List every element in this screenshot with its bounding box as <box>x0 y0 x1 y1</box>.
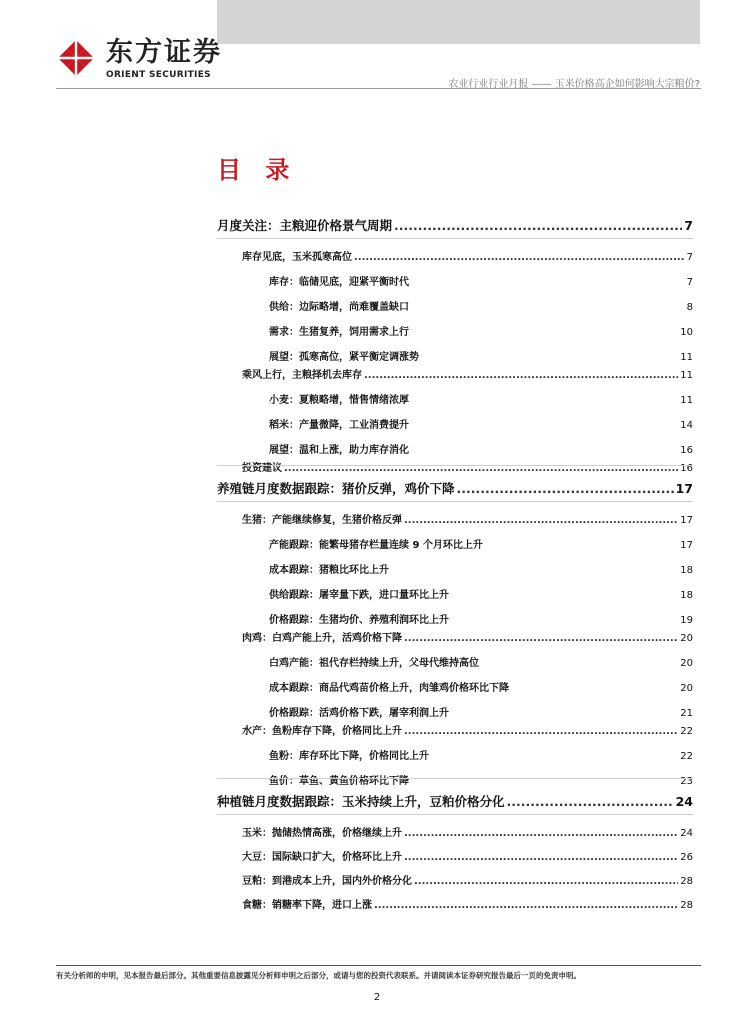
toc-entry-level-2[interactable] <box>242 629 693 644</box>
toc-leader-dots <box>354 252 685 263</box>
toc-entry-page: 24 <box>675 794 693 809</box>
toc-entry-level-1[interactable] <box>217 792 693 810</box>
toc-entry-text: 小麦：夏粮略增，惜售情绪浓厚 <box>269 395 409 406</box>
toc-entry-text: 价格跟踪：生猪均价、养殖利润环比上升 <box>269 615 449 626</box>
toc-entry-level-3[interactable] <box>269 348 693 363</box>
toc-leader-dots <box>404 828 678 839</box>
toc-leader-dots <box>364 370 678 381</box>
toc-entry-level-3[interactable] <box>269 561 693 576</box>
toc-heading-underline <box>217 501 693 502</box>
toc-entry-text: 生猪：产能继续修复，生猪价格反弹 <box>242 515 402 526</box>
toc-entry-page: 17 <box>680 540 693 551</box>
toc-entry-page: 19 <box>680 615 693 626</box>
toc-entry-level-1[interactable] <box>217 479 693 497</box>
toc-entry-text: 乘风上行，主粮择机去库存 <box>242 370 362 381</box>
toc-leader-dots <box>404 726 678 737</box>
toc-entry-text: 鱼粉：库存环比下降，价格同比上升 <box>269 751 429 762</box>
toc-entry-text: 产能跟踪：能繁母猪存栏量连续 9 个月环比上升 <box>269 540 483 551</box>
header-divider <box>56 88 701 89</box>
toc-entry-page: 8 <box>686 302 693 313</box>
toc-entry-text: 库存：临储见底，迎紧平衡时代 <box>269 277 409 288</box>
toc-section-divider <box>217 465 693 466</box>
toc-entry-page: 14 <box>680 420 693 431</box>
toc-leader-dots <box>457 481 674 496</box>
toc-entry-level-2[interactable] <box>242 824 693 839</box>
footer-disclaimer: 有关分析师的申明，见本报告最后部分。其他重要信息披露见分析师申明之后部分，或请与您的投资代表联系。并请阅读本证券研究报告最后一页的免责申明。 <box>56 971 581 980</box>
toc-entry-level-3[interactable] <box>269 416 693 431</box>
footer-divider <box>56 965 701 966</box>
toc-entry-text: 成本跟踪：商品代鸡苗价格上升，肉雏鸡价格环比下降 <box>269 683 509 694</box>
toc-leader-dots <box>414 876 678 887</box>
toc-entry-page: 11 <box>680 370 693 381</box>
toc-entry-page: 18 <box>680 590 693 601</box>
toc-entry-page: 7 <box>684 218 693 233</box>
brand-name-en: ORIENT SECURITIES <box>106 70 211 80</box>
toc-entry-level-2[interactable] <box>242 896 693 911</box>
toc-entry-level-2[interactable] <box>242 872 693 887</box>
toc-entry-text: 养殖链月度数据跟踪：猪价反弹，鸡价下降 <box>217 481 455 496</box>
toc-entry-page: 26 <box>680 852 693 863</box>
toc-title: 目 录 <box>217 156 298 184</box>
toc-entry-page: 28 <box>680 900 693 911</box>
toc-entry-level-3[interactable] <box>269 654 693 669</box>
toc-entry-level-2[interactable] <box>242 459 693 474</box>
toc-entry-page: 11 <box>680 395 693 406</box>
toc-entry-level-3[interactable] <box>269 441 693 456</box>
toc-entry-level-3[interactable] <box>269 772 693 787</box>
toc-entry-level-3[interactable] <box>269 391 693 406</box>
toc-entry-text: 豆粕：到港成本上升，国内外价格分化 <box>242 876 412 887</box>
toc-heading-underline <box>217 814 693 815</box>
toc-entry-text: 成本跟踪：猪粮比环比上升 <box>269 565 389 576</box>
toc-entry-text: 展望：孤寒高位，紧平衡定调涨势 <box>269 352 419 363</box>
toc-entry-level-3[interactable] <box>269 747 693 762</box>
toc-entry-level-2[interactable] <box>242 511 693 526</box>
page-number: 2 <box>373 992 381 1003</box>
toc-entry-level-3[interactable] <box>269 704 693 719</box>
toc-entry-level-3[interactable] <box>269 679 693 694</box>
orient-securities-logo-icon <box>56 38 96 78</box>
toc-entry-level-3[interactable] <box>269 298 693 313</box>
toc-entry-level-3[interactable] <box>269 323 693 338</box>
toc-entry-text: 鱼价：草鱼、黄鱼价格环比下降 <box>269 776 409 787</box>
toc-entry-text: 月度关注：主粮迎价格景气周期 <box>217 218 393 233</box>
toc-entry-text: 投资建议 <box>242 463 282 474</box>
toc-entry-level-2[interactable] <box>242 248 693 263</box>
toc-leader-dots <box>507 794 674 809</box>
report-header: 农业行业行业月报 —— 玉米价格高企如何影响大宗粮价? <box>448 79 700 90</box>
toc-entry-page: 7 <box>686 252 693 263</box>
toc-entry-page: 11 <box>680 352 693 363</box>
toc-entry-page: 16 <box>680 463 693 474</box>
toc-entry-text: 玉米：抛储热情高涨，价格继续上升 <box>242 828 402 839</box>
toc-entry-text: 食糖：销糖率下降，进口上涨 <box>242 900 372 911</box>
toc-entry-text: 展望：温和上涨，助力库存消化 <box>269 445 409 456</box>
toc-entry-page: 20 <box>680 658 693 669</box>
toc-entry-page: 20 <box>680 683 693 694</box>
header-decor-bar <box>217 0 700 44</box>
toc-entry-level-2[interactable] <box>242 722 693 737</box>
toc-leader-dots <box>394 218 682 233</box>
toc-leader-dots <box>404 633 678 644</box>
toc-entry-text: 供给跟踪：屠宰量下跌，进口量环比上升 <box>269 590 449 601</box>
toc-entry-page: 17 <box>680 515 693 526</box>
toc-entry-level-3[interactable] <box>269 273 693 288</box>
toc-entry-level-2[interactable] <box>242 366 693 381</box>
toc-entry-text: 需求：生猪复养，饲用需求上行 <box>269 327 409 338</box>
toc-entry-level-3[interactable] <box>269 586 693 601</box>
toc-leader-dots <box>404 852 678 863</box>
toc-entry-level-3[interactable] <box>269 611 693 626</box>
toc-entry-page: 23 <box>680 776 693 787</box>
toc-entry-page: 21 <box>680 708 693 719</box>
toc-entry-level-2[interactable] <box>242 848 693 863</box>
toc-section-divider <box>217 778 693 779</box>
toc-entry-text: 种植链月度数据跟踪：玉米持续上升，豆粕价格分化 <box>217 794 505 809</box>
toc-entry-page: 22 <box>680 726 693 737</box>
toc-entry-text: 大豆：国际缺口扩大，价格环比上升 <box>242 852 402 863</box>
toc-entry-level-3[interactable] <box>269 536 693 551</box>
toc-entry-page: 16 <box>680 445 693 456</box>
toc-entry-level-1[interactable] <box>217 216 693 234</box>
toc-leader-dots <box>404 515 678 526</box>
toc-leader-dots <box>374 900 678 911</box>
toc-entry-page: 18 <box>680 565 693 576</box>
toc-entry-page: 7 <box>686 277 693 288</box>
brand-name-cn: 东方证券 <box>106 37 222 68</box>
toc-heading-underline <box>217 238 693 239</box>
toc-entry-text: 价格跟踪：活鸡价格下跌，屠宰利润上升 <box>269 708 449 719</box>
toc-entry-page: 22 <box>680 751 693 762</box>
toc-entry-page: 28 <box>680 876 693 887</box>
toc-entry-text: 水产：鱼粉库存下降，价格同比上升 <box>242 726 402 737</box>
toc-entry-page: 24 <box>680 828 693 839</box>
toc-entry-text: 肉鸡：白鸡产能上升，活鸡价格下降 <box>242 633 402 644</box>
toc-entry-text: 稻米：产量微降，工业消费提升 <box>269 420 409 431</box>
toc-entry-text: 库存见底，玉米孤寒高位 <box>242 252 352 263</box>
toc-entry-text: 白鸡产能：祖代存栏持续上升，父母代维持高位 <box>269 658 479 669</box>
toc-entry-page: 17 <box>675 481 693 496</box>
toc-entry-page: 10 <box>680 327 693 338</box>
toc-entry-text: 供给：边际略增，尚难覆盖缺口 <box>269 302 409 313</box>
toc-entry-page: 20 <box>680 633 693 644</box>
